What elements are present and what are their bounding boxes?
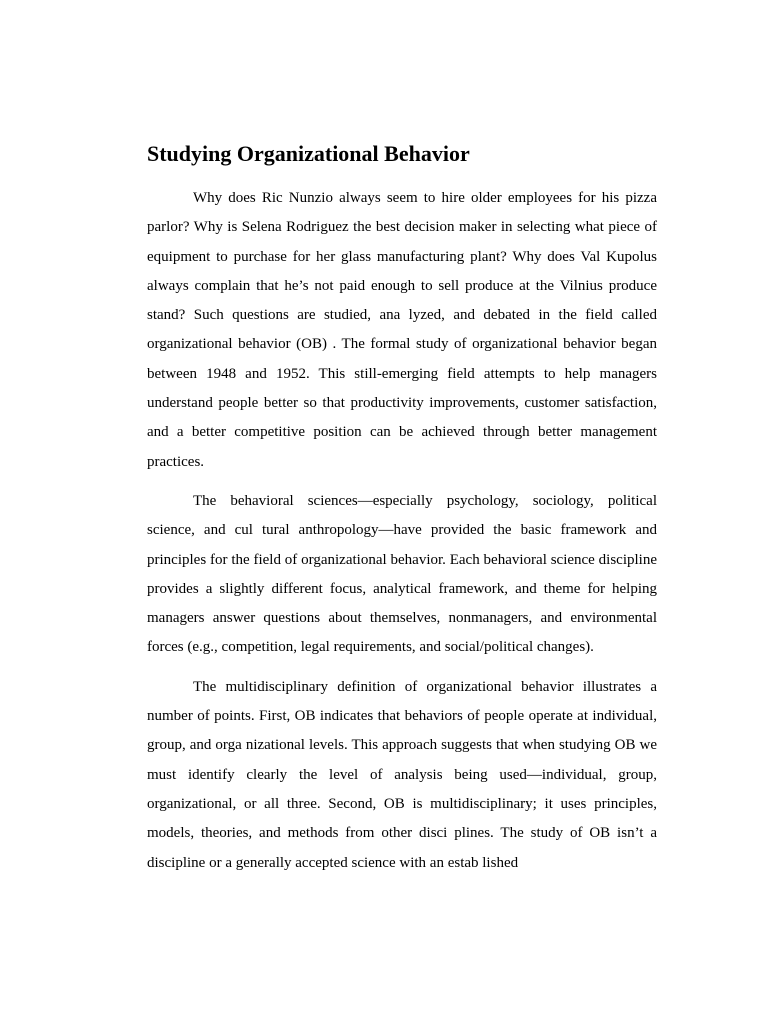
document-title: Studying Organizational Behavior xyxy=(147,141,470,166)
paragraph-3: The multidisciplinary definition of organizational behavior illustrates a number of points. First, OB indicates that behaviors of people operate at individual, group, and orga nizational levels. This approach suggests that when studying OB we must identify clearly the level of analysis being used—individual, group, organizational, or all three. Second, OB is multidisciplinary; it uses principles, models, theories, and methods from other disci plines. The study of OB isn’t a discipline or a generally accepted science with an estab lished xyxy=(147,678,657,871)
paragraph-1: Why does Ric Nunzio always seem to hire older employees for his pizza parlor? Why is Selena Rodriguez the best decision maker in selecting what piece of equipment to purchase for her glass manufacturing plant? Why does Val Kupolus always complain that he’s not paid enough to sell produce at the Vilnius produce stand? Such questions are studied, ana lyzed, and debated in the field called organizational behavior (OB) . The formal study of organizational behavior began between 1948 and 1952. This still-emerging field attempts to help managers understand people better so that productivity improvements, customer satisfaction, and a better competitive position can be achieved through better management practices. xyxy=(147,190,657,470)
document-body xyxy=(147,140,657,878)
paragraph-2: The behavioral sciences—especially psychology, sociology, political science, and cul tural anthropology—have provided the basic framework and principles for the field of organizational behavior. Each behavioral science discipline provides a slightly different focus, analytical framework, and theme for helping managers answer questions about themselves, nonmanagers, and environmental forces (e.g., competition, legal requirements, and social/political changes). xyxy=(147,492,657,656)
